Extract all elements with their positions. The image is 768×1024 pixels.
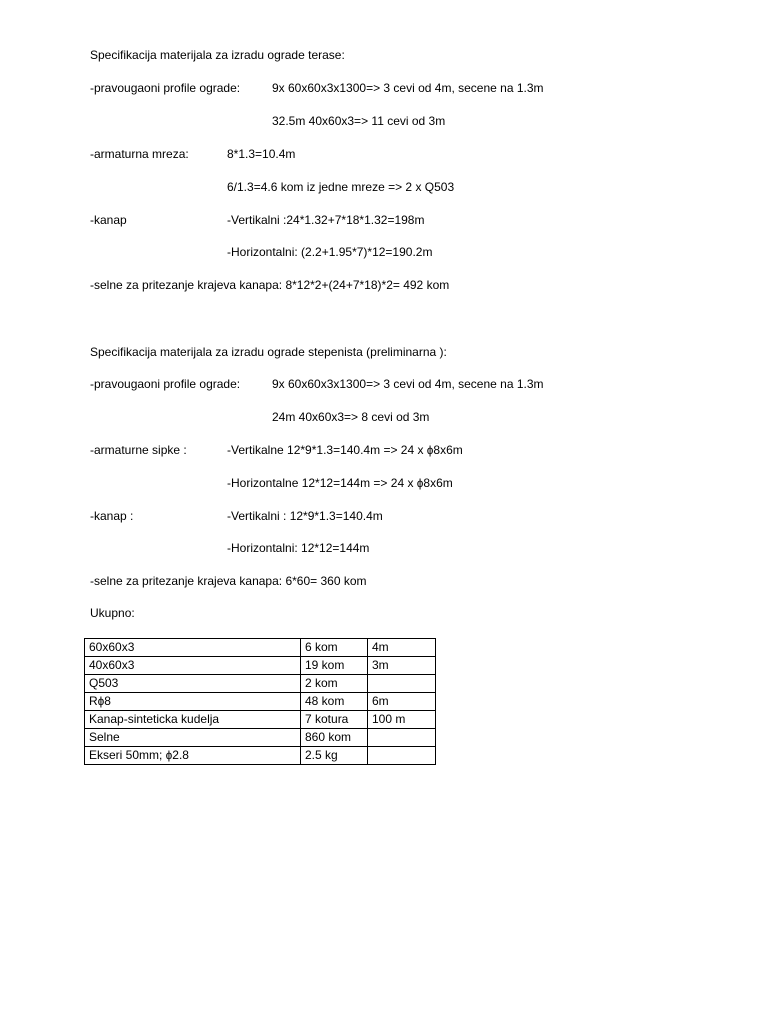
table-cell-length xyxy=(368,747,436,765)
table-cell-quantity: 7 kotura xyxy=(301,711,368,729)
table-cell-length xyxy=(368,675,436,693)
table-row xyxy=(85,657,436,675)
table-cell-quantity: 19 kom xyxy=(301,657,368,675)
stairs-profile-line1: 9x 60x60x3x1300=> 3 cevi od 4m, secene na 1.3m xyxy=(272,377,544,391)
table-cell-material: Q503 xyxy=(85,675,301,693)
table-cell-quantity: 6 kom xyxy=(301,639,368,657)
total-title: Ukupno: xyxy=(90,606,135,620)
table-cell-quantity: 860 kom xyxy=(301,729,368,747)
terrace-mesh-line2: 6/1.3=4.6 kom iz jedne mreze => 2 x Q503 xyxy=(227,180,455,194)
stairs-rope-line1: -Vertikalni : 12*9*1.3=140.4m xyxy=(227,509,383,523)
table-cell-material: Kanap-sinteticka kudelja xyxy=(85,711,301,729)
stairs-profile-line2: 24m 40x60x3=> 8 cevi od 3m xyxy=(272,410,430,424)
table-cell-material: 60x60x3 xyxy=(85,639,301,657)
stairs-title: Specifikacija materijala za izradu ograde stepenista (preliminarna ): xyxy=(90,345,447,359)
terrace-profile-line2: 32.5m 40x60x3=> 11 cevi od 3m xyxy=(272,114,446,128)
terrace-title: Specifikacija materijala za izradu ograde terase: xyxy=(90,48,345,62)
stairs-bars-label: -armaturne sipke : xyxy=(90,443,187,457)
table-row xyxy=(85,675,436,693)
terrace-selne: -selne za pritezanje krajeva kanapa: 8*12*2+(24+7*18)*2= 492 kom xyxy=(90,278,450,292)
stairs-rope-label: -kanap : xyxy=(90,509,134,523)
table-cell-length: 3m xyxy=(368,657,436,675)
stairs-selne: -selne za pritezanje krajeva kanapa: 6*60= 360 kom xyxy=(90,574,367,588)
stairs-profile-label: -pravougaoni profile ograde: xyxy=(90,377,241,391)
table-cell-length: 100 m xyxy=(368,711,436,729)
table-row xyxy=(85,693,436,711)
terrace-rope-label: -kanap xyxy=(90,213,127,227)
table-row xyxy=(85,729,436,747)
terrace-rope-line2: -Horizontalni: (2.2+1.95*7)*12=190.2m xyxy=(227,245,433,259)
stairs-bars-line1: -Vertikalne 12*9*1.3=140.4m => 24 x ɸ8x6m xyxy=(227,443,463,457)
table-cell-quantity: 48 kom xyxy=(301,693,368,711)
table-cell-length xyxy=(368,729,436,747)
terrace-mesh-line1: 8*1.3=10.4m xyxy=(227,147,296,161)
summary-table xyxy=(84,638,436,765)
table-cell-material: Ekseri 50mm; ɸ2.8 xyxy=(85,747,301,765)
stairs-bars-line2: -Horizontalne 12*12=144m => 24 x ɸ8x6m xyxy=(227,476,453,490)
table-cell-length: 4m xyxy=(368,639,436,657)
table-row xyxy=(85,711,436,729)
table-cell-material: Rɸ8 xyxy=(85,693,301,711)
table-cell-material: Selne xyxy=(85,729,301,747)
table-row xyxy=(85,639,436,657)
terrace-profile-line1: 9x 60x60x3x1300=> 3 cevi od 4m, secene na 1.3m xyxy=(272,81,544,95)
terrace-mesh-label: -armaturna mreza: xyxy=(90,147,189,161)
table-cell-quantity: 2 kom xyxy=(301,675,368,693)
table-cell-quantity: 2.5 kg xyxy=(301,747,368,765)
terrace-profile-label: -pravougaoni profile ograde: xyxy=(90,81,241,95)
table-cell-length: 6m xyxy=(368,693,436,711)
stairs-rope-line2: -Horizontalni: 12*12=144m xyxy=(227,541,370,555)
table-row xyxy=(85,747,436,765)
table-cell-material: 40x60x3 xyxy=(85,657,301,675)
terrace-rope-line1: -Vertikalni :24*1.32+7*18*1.32=198m xyxy=(227,213,425,227)
